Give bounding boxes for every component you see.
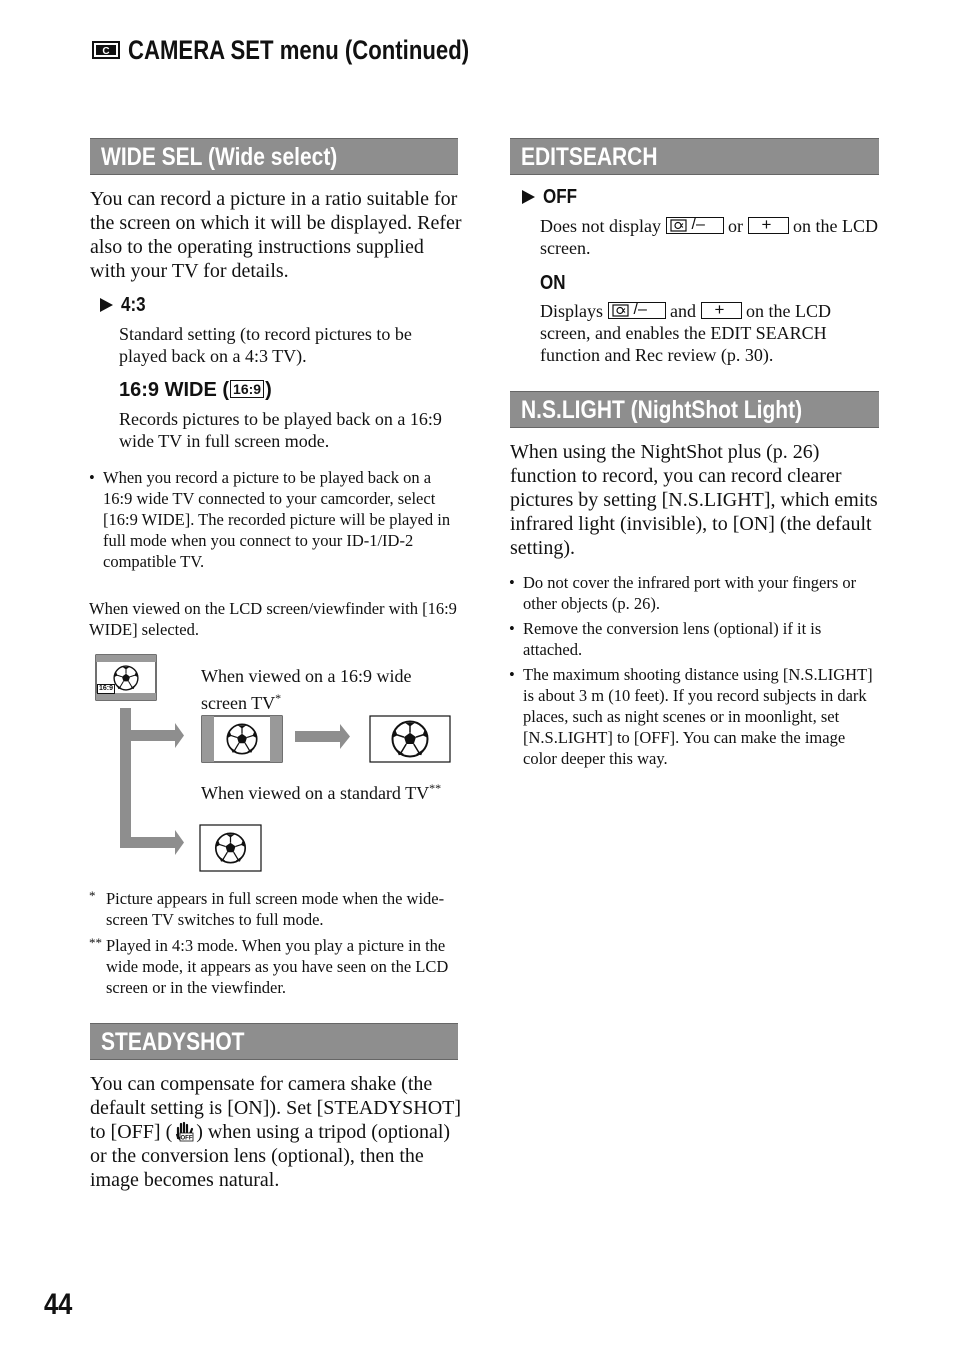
svg-text:C: C [102,46,110,57]
steadyshot-text [90,1072,462,1192]
edit-search-key [666,217,724,234]
on-text-b: on the LCD screen, and enables the EDIT SEARCH function and Rec review (p. 30). [540,301,831,365]
footnote-1-mark: * [89,888,96,903]
option-16-9-wide [119,379,369,405]
page-number: 44 [44,1288,73,1321]
wide-16-9-icon: 16:9 [230,380,264,398]
list-item: • The maximum shooting distance using [N.S.LIGHT] is about 3 m (10 feet). If you record subjects in dark places, such as night scenes or in moonlight, set [N.S.LIGHT] to [OFF]. You can make the image color deeper this way. [509,664,881,769]
off-text-b: on the LCD screen. [540,216,878,258]
edit-search-icon [612,304,630,317]
option-16-9-close: ) [265,379,272,401]
steadyshot-section-bar [90,1023,458,1060]
wide-tv-before-illustration [202,716,282,762]
wide-sel-title: WIDE SEL (Wide select) [101,143,338,171]
nslight-section-bar [510,391,879,428]
standard-tv-illustration [200,825,261,871]
list-item: • Remove the conversion lens (optional) if it is attached. [509,618,881,660]
selected-triangle-icon [100,298,113,312]
edit-search-key [608,302,666,319]
option-off-description [540,215,880,259]
wide-tv-caption [201,665,451,714]
page-title: CAMERA SET menu (Continued) [128,35,470,65]
option-on-label: ON [540,272,566,294]
option-4-3-label: 4:3 [121,294,146,316]
wide-tv-caption-mark: * [275,691,282,705]
nslight-notes [509,572,881,773]
svg-text:OFF: OFF [180,1135,193,1142]
plus-key-text: + [714,300,725,319]
footnote-2-text: Played in 4:3 mode. When you play a picture in the wide mode, it appears as you have seen on the LCD screen or in the viewfinder. [106,936,449,997]
off-text-or: or [728,216,743,236]
wide-sel-intro: You can record a picture in a ratio suitable for the screen on which it will be displayed. Refer also to the operating instructions supplied with your TV for details. [90,188,462,282]
option-off [522,186,722,210]
list-item: • When you record a picture to be played back on a 16:9 wide TV connected to your camcorder, select [16:9 WIDE]. The recorded picture will be played in full mode when you connect to your ID-1/ID-2 compatible TV. [89,467,461,572]
steadyshot-off-icon [172,1120,196,1142]
edit-search-key-text: /– [691,216,705,233]
footnote-2-mark: ** [89,935,102,950]
wide-mode-diagram [90,650,460,880]
editsearch-title: EDITSEARCH [521,143,658,171]
option-16-9-description: Records pictures to be played back on a 16:9 wide TV in full screen mode. [119,409,442,451]
page-header [92,34,512,68]
wide-tv-full-illustration [370,716,450,762]
on-text-and: and [670,301,696,321]
plus-key [748,217,789,234]
standard-tv-caption-text: When viewed on a standard TV [201,783,430,803]
nslight-intro: When using the NightShot plus (p. 26) function to record, you can record clearer pictures by setting [N.S.LIGHT], which emits infrared light (invisible), to [ON] (the default setting). [510,441,878,559]
wide-sel-section-bar [90,138,458,175]
editsearch-section-bar [510,138,879,175]
steadyshot-title: STEADYSHOT [101,1028,245,1056]
off-text-a: Does not display [540,216,661,236]
option-16-9-label: 16:9 WIDE ( [119,379,230,401]
steadyshot-text-b: ) when using a tripod (optional) or the conversion lens (optional), then the image becomes natural. [90,1121,451,1191]
option-on-description [540,300,880,366]
steadyshot-text-a: You can compensate for camera shake (the default setting is [ON]). Set [STEADYSHOT] to [OFF] ( [90,1073,462,1143]
on-text-a: Displays [540,301,603,321]
wide-tv-caption-text: When viewed on a 16:9 wide screen TV [201,666,412,713]
footnote-1-text: Picture appears in full screen mode when the wide-screen TV switches to full mode. [106,889,445,929]
option-off-label: OFF [543,186,577,208]
plus-key [701,302,742,319]
edit-search-key-text: /– [633,301,647,318]
list-item: • Do not cover the infrared port with your fingers or other objects (p. 26). [509,572,881,614]
plus-key-text: + [761,215,772,234]
option-4-3 [100,294,300,318]
footnote-2 [89,935,461,998]
nslight-title: N.S.LIGHT (NightShot Light) [521,396,803,424]
camera-set-menu-icon [92,40,120,60]
selected-triangle-icon [522,190,535,204]
wide-sel-notes [89,467,461,576]
edit-search-icon [670,219,688,232]
lcd-view-note: When viewed on the LCD screen/viewfinder with [16:9 WIDE] selected. [89,599,457,639]
footnote-1 [89,888,461,930]
standard-tv-caption [201,777,451,804]
option-4-3-description: Standard setting (to record pictures to be played back on a 4:3 TV). [119,324,412,366]
standard-tv-caption-mark: ** [429,781,442,795]
lcd-16-9-label: 16:9 [99,685,114,692]
